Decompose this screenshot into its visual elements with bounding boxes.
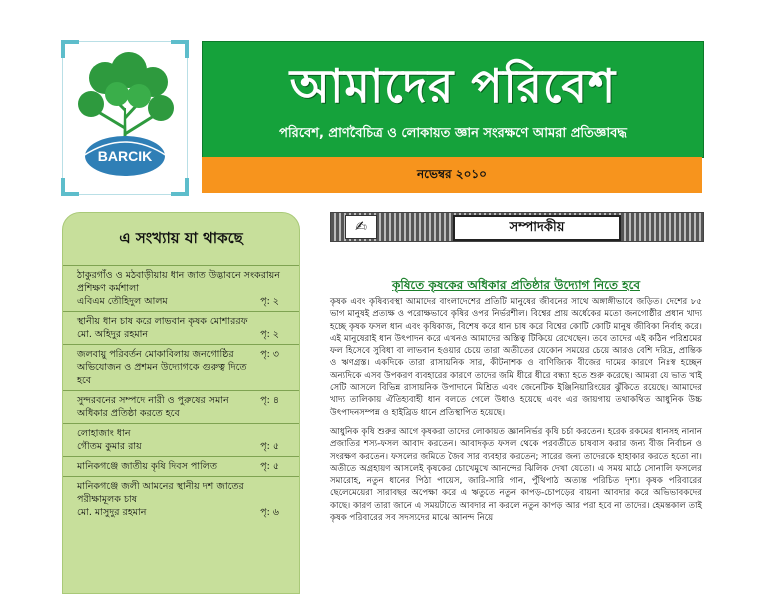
entry-author: মো. মাসুদুর রহমান (77, 507, 147, 518)
masthead-title-band (202, 41, 704, 158)
contents-entry[interactable] (63, 265, 299, 311)
entry-title: মানিকগঞ্জে জলী আমনের স্থানীয় দশ জাতের পরীক্ষামূলক চাষ (77, 481, 244, 505)
barcik-logo (62, 41, 188, 195)
entry-page: পৃ: ৬ (260, 507, 279, 518)
entry-page: পৃ: ২ (260, 329, 279, 340)
contents-title: এ সংখ্যায় যা থাকছে (119, 229, 243, 247)
editorial-body (330, 296, 702, 531)
editorial-paragraph: কৃষক এবং কৃষিব্যবস্থা আমাদের বাংলাদেশের প্রতিটি মানুষের জীবনের সাথে অঙ্গাঙ্গীভাবে জড়িত। দেশের ৮৫ ভাগ মানুষই প্রত্যক্ষ ও পরোক্ষভাবে কৃষির ওপর নির্ভরশীল। বিশ্বের প্রায় অর্ধেকের মতো জনগোষ্ঠীর প্রধান খাদ্য হচ্ছে কৃষক ফসল ধান এবং কৃষিকাজ, বিশেষ করে ধান চাষ করে বিশ্বের কোটি কোটি মানুষ জীবিকা নির্বাহ করে। এই মানুষেরাই ধান উৎপাদন করে এখনও আমাদের অস্তিত্ব টিকিয়ে রেখেছেন। তবে তাদের এই কঠিন পরিশ্রমের ফল হিসেবে সুবিধা বা লাভবান হওয়ার চেয়ে তারা অতীতের যেকোন সময়ের চেয়ে আরও বেশি দরিদ্র, প্রান্তিক ও ঋণগ্রস্ত। একদিকে তারা রাসায়নিক সার, কীটনাশক ও বাণিজ্যিক বীজের দামের কারণে নিঃস্ব হচ্ছেন অন্যদিকে এসব উপকরণ ব্যবহারের কারণে তাদের জমি ধীরে ধীরে বন্ধ্যা হতে শুরু করেছে। আমরা যে ভাত খাই সেটি আসলে বিভিন্ন রাসায়নিক উপাদানে মিশ্রিত এবং জেনেটিক ইঞ্জিনিয়ারিংয়ের ঝুঁকিতে রয়েছে। আমাদের খাদ্য তালিকায় ঐতিহ্যবাহী ধান বলতে গেলে উধাও হয়েছে এবং এর জায়গায় তথাকথিত আধুনিক উচ্চ উৎপাদনসম্পন্ন ও হাইব্রিড ধানে প্রতিস্থাপিত হয়েছে। (330, 297, 702, 418)
contents-entry[interactable] (63, 390, 299, 423)
pen-icon: ✍ (345, 215, 377, 239)
entry-page: পৃ: ২ (260, 296, 279, 307)
entry-title: স্থানীয় ধান চাষ করে লাভবান কৃষক মোশাররফ (77, 316, 248, 327)
contents-entry[interactable] (63, 476, 299, 522)
editorial-label: সম্পাদকীয় (453, 215, 621, 241)
entry-title: সুন্দরবনের সম্পদে নারী ও পুরুষের সমান অধিকার প্রতিষ্ঠা করতে হবে (77, 395, 229, 419)
entry-author: গৌতম কুমার রায় (77, 441, 142, 452)
entry-page: পৃ: ৫ (260, 461, 279, 472)
entry-author: এবিএম তৌহিদুল আলম (77, 296, 168, 307)
entry-page: পৃ: ৪ (260, 395, 279, 406)
tree-icon (69, 48, 181, 188)
issue-date: নভেম্বর ২০১০ (417, 167, 487, 181)
entry-title: লোহাজাং ধান (77, 428, 131, 439)
editorial-headline: কৃষিতে কৃষকের অধিকার প্রতিষ্ঠার উদ্যোগ নিতে হবে (391, 278, 640, 292)
contents-panel (62, 212, 300, 594)
logo-text: BARCIK (97, 148, 153, 164)
entry-page: পৃ: ৫ (260, 441, 279, 452)
editorial-header (330, 212, 704, 242)
entry-title: জলবায়ু পরিবর্তন মোকাবিলায় জনগোষ্ঠির অভিযোজন ও প্রশমন উদ্যোগকে গুরুত্ব দিতে হবে (77, 349, 247, 386)
contents-entry[interactable] (63, 423, 299, 456)
entry-title: মানিকগঞ্জে জাতীয় কৃষি দিবস পালিত (77, 461, 218, 472)
entry-author: মো. অহিদুর রহমান (77, 329, 149, 340)
entry-title: ঠাকুরগাঁও ও মঠবাড়ীয়ায় ধান জাত উদ্ভাবনে সংকরায়ন প্রশিক্ষণ কর্মশালা (77, 270, 280, 294)
entry-page: পৃ: ৩ (260, 349, 279, 360)
editorial-paragraph: আধুনিক কৃষি শুরুর আগে কৃষকরা তাদের লোকায়ত জ্ঞাননির্ভর কৃষি চর্চা করতেন। হরেক রকমের ধানসহ নানান প্রজাতির শস্য-ফসল আবাদ করতেন। আবাদকৃত ফসল থেকে পরবর্তীতে চাষবাস করার জন্য বীজ নির্বাচন ও সংরক্ষণ করতেন। ফসলের জমিতে জৈব সার ব্যবহার করতেন; সারের জন্য তাদেরকে হাহাকার করতে হতো না। অতীতে অগ্রহায়ণ আসলেই কৃষকের চোখেমুখে আনন্দের ঝিলিক দেখা যেতো। এ সময় মাঠে সোনালি ফসলের সমারোহ, নতুন ধানের পিঠা পায়েস, জারি-সারি গান, পুঁথিপাঠ অত্যন্ত পরিচিত দৃশ্য। কৃষক পরিবারের ছেলেমেয়েরা সারাবছর অপেক্ষা করে এ ঋতুতে নতুন কাপড়-চোপড়ের বায়না আবদার করে অভিভাবকদের কাছে। কারণ তারা জানে এ সময়টাতে আবদার না করলে নতুন কাপড় আর পরা হবে না তাদের। হেমন্তকাল তাই কৃষক পরিবারের সব সদস্যদের মাঝে আনন্দ নিয়ে (330, 426, 702, 524)
newsletter-title: আমাদের পরিবেশ (289, 59, 617, 113)
contents-entry[interactable] (63, 344, 299, 390)
newsletter-tagline: পরিবেশ, প্রাণবৈচিত্র ও লোকায়ত জ্ঞান সংরক্ষণে আমরা প্রতিজ্ঞাবদ্ধ (279, 126, 627, 141)
issue-date-band (202, 157, 702, 193)
contents-entry[interactable] (63, 456, 299, 476)
contents-list (63, 265, 299, 522)
contents-entry[interactable] (63, 311, 299, 344)
